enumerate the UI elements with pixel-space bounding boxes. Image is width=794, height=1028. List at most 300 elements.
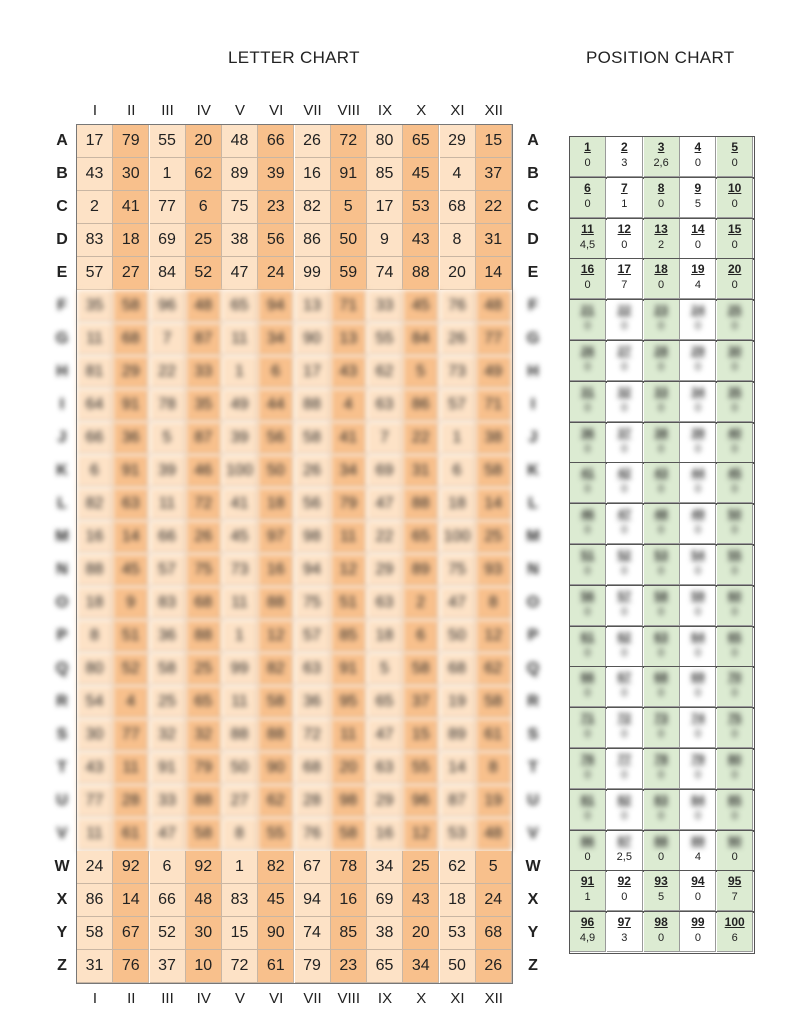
position-value: 1 — [621, 197, 628, 210]
position-number: 94 — [691, 874, 705, 889]
position-number: 27 — [617, 344, 631, 358]
letter-chart-cell: 11 — [77, 323, 113, 356]
letter-chart-cell: 55 — [258, 818, 294, 851]
letter-chart-cell: 56 — [258, 224, 294, 257]
letter-chart-cell: 65 — [403, 521, 439, 554]
position-number: 2 — [620, 140, 628, 154]
position-chart-cell — [680, 586, 716, 626]
position-number: 98 — [654, 915, 668, 930]
row-label-right: W — [525, 858, 541, 875]
position-number: 69 — [691, 670, 705, 685]
letter-chart-cell: 39 — [222, 422, 258, 455]
position-value: 0 — [584, 769, 591, 781]
letter-chart-cell: 52 — [186, 257, 222, 290]
position-number: 16 — [580, 262, 595, 277]
position-number: 89 — [691, 833, 705, 848]
position-chart-cell — [607, 463, 643, 503]
column-label-bottom: X — [416, 990, 427, 1007]
position-number: 37 — [617, 425, 631, 440]
column-label-bottom: II — [127, 990, 136, 1007]
position-value: 0 — [731, 850, 738, 863]
row-label-right: A — [527, 132, 539, 149]
position-chart-cell — [680, 627, 716, 667]
letter-chart-cell: 55 — [403, 752, 439, 785]
letter-chart-cell: 5 — [403, 356, 439, 389]
letter-chart-cell: 6 — [77, 455, 113, 488]
row-label-right: Q — [526, 660, 540, 677]
letter-chart-cell: 26 — [186, 521, 222, 554]
position-chart-cell — [717, 382, 753, 422]
position-number: 57 — [617, 588, 631, 603]
letter-chart-cell: 55 — [150, 125, 186, 158]
position-value: 0 — [584, 197, 591, 210]
letter-chart-cell: 24 — [77, 851, 113, 884]
letter-chart-cell: 5 — [367, 653, 403, 686]
row-label-left: Y — [56, 924, 68, 941]
letter-chart-cell: 66 — [150, 884, 186, 917]
letter-chart-cell: 86 — [295, 224, 331, 257]
letter-chart-cell: 77 — [150, 191, 186, 224]
letter-chart-cell: 45 — [403, 290, 439, 323]
row-label-left: N — [56, 561, 68, 578]
position-number: 67 — [617, 670, 631, 685]
position-number: 24 — [691, 303, 705, 318]
position-number: 56 — [580, 588, 595, 603]
letter-chart-cell: 78 — [150, 389, 186, 422]
position-value: 0 — [584, 809, 591, 822]
letter-chart-cell: 18 — [440, 884, 476, 917]
position-value: 2,5 — [616, 850, 632, 863]
position-value: 0 — [658, 361, 665, 373]
position-value: 3 — [621, 932, 628, 945]
letter-chart-cell: 61 — [113, 818, 149, 851]
letter-chart-cell: 34 — [258, 323, 294, 356]
position-number: 3 — [657, 140, 665, 154]
position-chart-cell — [644, 627, 680, 667]
letter-chart-cell: 65 — [222, 290, 258, 323]
position-number: 99 — [691, 915, 705, 930]
letter-chart-cell: 48 — [476, 290, 512, 323]
letter-chart-cell: 85 — [331, 620, 367, 653]
position-chart-cell — [607, 545, 643, 585]
column-label-bottom: VI — [269, 990, 284, 1007]
position-value: 0 — [694, 238, 701, 251]
letter-chart-cell: 39 — [258, 158, 294, 191]
position-chart-cell — [570, 831, 606, 871]
position-number: 22 — [617, 303, 631, 318]
position-value: 2 — [658, 238, 665, 251]
position-number: 95 — [728, 874, 742, 889]
letter-chart-cell: 83 — [77, 224, 113, 257]
letter-chart-cell: 30 — [186, 917, 222, 950]
letter-chart-cell: 91 — [113, 389, 149, 422]
position-chart-cell — [717, 627, 753, 667]
letter-chart-cell: 4 — [440, 158, 476, 191]
letter-chart-cell: 14 — [113, 884, 149, 917]
position-chart-cell — [717, 586, 753, 626]
position-chart-cell — [607, 871, 643, 911]
letter-chart-cell: 16 — [258, 554, 294, 587]
position-number: 6 — [584, 180, 591, 195]
row-label-right: Z — [528, 957, 538, 974]
letter-chart-cell: 1 — [440, 422, 476, 455]
position-number: 38 — [654, 425, 668, 440]
letter-chart-title: LETTER CHART — [228, 48, 360, 67]
position-number: 91 — [580, 874, 595, 889]
letter-chart-cell: 74 — [367, 257, 403, 290]
position-value: 0 — [621, 687, 628, 700]
position-number: 44 — [691, 466, 705, 481]
position-value: 0 — [658, 646, 665, 659]
letter-chart-cell: 58 — [403, 653, 439, 686]
position-value: 0 — [694, 401, 701, 414]
letter-chart-cell: 23 — [331, 950, 367, 983]
letter-chart-cell: 88 — [295, 389, 331, 422]
letter-chart-cell: 1 — [222, 851, 258, 884]
position-value: 0 — [584, 687, 591, 700]
letter-chart-cell: 38 — [476, 422, 512, 455]
position-chart-cell — [607, 219, 643, 259]
position-value: 0 — [658, 687, 665, 700]
letter-chart-cell: 65 — [186, 686, 222, 719]
column-label-bottom: IX — [377, 990, 393, 1007]
position-chart-cell — [717, 178, 753, 218]
letter-chart-cell: 25 — [403, 851, 439, 884]
letter-chart-cell: 68 — [440, 191, 476, 224]
position-number: 66 — [580, 670, 595, 685]
position-chart-cell — [644, 463, 680, 503]
position-value: 0 — [584, 401, 591, 414]
letter-chart-cell: 96 — [403, 785, 439, 818]
row-label-right: J — [528, 429, 538, 446]
position-chart-cell — [717, 749, 753, 789]
position-value: 7 — [731, 891, 738, 904]
position-value: 0 — [694, 442, 701, 455]
letter-chart-cell: 44 — [258, 389, 294, 422]
letter-chart-cell: 4 — [331, 389, 367, 422]
letter-chart-cell: 1 — [222, 356, 258, 389]
row-label-left: A — [56, 132, 68, 149]
column-label-bottom: IV — [196, 990, 211, 1007]
letter-chart-cell: 45 — [403, 158, 439, 191]
position-number: 14 — [691, 221, 705, 236]
position-value: 0 — [731, 524, 738, 537]
position-value: 0 — [694, 728, 701, 741]
position-number: 48 — [654, 507, 668, 522]
letter-chart-cell: 5 — [476, 851, 512, 884]
position-chart-cell — [717, 259, 753, 299]
letter-chart-cell: 57 — [295, 620, 331, 653]
letter-chart-cell: 50 — [222, 752, 258, 785]
letter-chart-cell: 32 — [150, 719, 186, 752]
position-value: 0 — [658, 850, 665, 863]
position-number: 49 — [691, 507, 705, 522]
position-chart-cell — [644, 708, 680, 748]
letter-chart-cell: 5 — [150, 422, 186, 455]
position-chart-cell — [680, 667, 716, 707]
letter-chart-cell: 88 — [258, 719, 294, 752]
position-chart-cell — [717, 341, 753, 381]
letter-chart-cell: 79 — [295, 950, 331, 983]
position-number: 1 — [584, 140, 591, 154]
position-value: 0 — [731, 605, 738, 618]
position-value: 0 — [584, 442, 591, 455]
position-value: 0 — [694, 524, 701, 537]
position-number: 41 — [580, 466, 595, 481]
letter-chart-cell: 15 — [403, 719, 439, 752]
letter-chart-cell: 64 — [77, 389, 113, 422]
letter-chart-cell: 31 — [476, 224, 512, 257]
row-label-right: K — [527, 462, 539, 479]
position-chart-cell — [570, 667, 606, 707]
position-value: 0 — [621, 238, 628, 251]
letter-chart-cell: 78 — [331, 851, 367, 884]
letter-chart-cell: 76 — [113, 950, 149, 983]
letter-chart-cell: 47 — [367, 719, 403, 752]
position-chart-cell — [717, 219, 753, 259]
letter-chart-cell: 58 — [331, 818, 367, 851]
letter-chart-cell: 49 — [222, 389, 258, 422]
letter-chart-cell: 88 — [186, 620, 222, 653]
letter-chart-cell: 58 — [476, 455, 512, 488]
position-chart-cell — [607, 749, 643, 789]
position-number: 84 — [691, 792, 705, 807]
row-label-right: F — [528, 297, 538, 314]
position-chart-cell — [644, 423, 680, 463]
column-label-top: IV — [196, 102, 211, 119]
position-number: 77 — [617, 752, 631, 766]
position-value: 4,9 — [579, 932, 596, 945]
position-chart-cell — [570, 382, 606, 422]
position-value: 0 — [584, 279, 591, 292]
position-number: 85 — [728, 792, 742, 807]
position-number: 79 — [691, 752, 705, 766]
letter-chart-cell: 53 — [440, 818, 476, 851]
position-value: 5 — [694, 197, 701, 210]
position-value: 4,5 — [579, 238, 596, 251]
letter-chart-cell: 11 — [150, 488, 186, 521]
letter-chart-cell: 73 — [222, 554, 258, 587]
position-value: 0 — [658, 809, 665, 822]
position-chart-cell — [570, 871, 606, 911]
letter-chart-cell: 12 — [258, 620, 294, 653]
position-chart-cell — [607, 586, 643, 626]
position-chart-cell — [644, 504, 680, 544]
position-value: 0 — [621, 442, 628, 455]
position-chart-title: POSITION CHART — [586, 48, 735, 67]
column-label-bottom: XI — [450, 990, 465, 1007]
position-value: 0 — [731, 279, 738, 292]
letter-chart-cell: 63 — [295, 653, 331, 686]
letter-chart-cell: 58 — [186, 818, 222, 851]
letter-chart-cell: 5 — [331, 191, 367, 224]
position-number: 92 — [617, 874, 631, 889]
position-value: 0 — [621, 769, 628, 781]
letter-chart-cell: 68 — [295, 752, 331, 785]
letter-chart-cell: 47 — [367, 488, 403, 521]
letter-chart-cell: 90 — [258, 917, 294, 950]
letter-chart-cell: 73 — [440, 356, 476, 389]
letter-chart-cell: 35 — [186, 389, 222, 422]
row-label-right: L — [528, 495, 538, 512]
letter-chart-cell: 19 — [476, 785, 512, 818]
position-chart-cell — [644, 137, 680, 177]
letter-chart-cell: 76 — [295, 818, 331, 851]
letter-chart-cell: 11 — [222, 686, 258, 719]
letter-chart-cell: 58 — [150, 653, 186, 686]
letter-chart-cell: 6 — [403, 620, 439, 653]
letter-chart-cell: 11 — [331, 521, 367, 554]
position-number: 40 — [728, 425, 742, 440]
position-number: 19 — [691, 262, 705, 277]
position-chart-cell — [717, 504, 753, 544]
position-chart-cell — [607, 178, 643, 218]
letter-chart-cell: 33 — [367, 290, 403, 323]
position-chart-cell — [717, 790, 753, 830]
letter-chart-cell: 8 — [222, 818, 258, 851]
row-label-left: L — [57, 495, 67, 512]
letter-chart-cell: 69 — [367, 884, 403, 917]
position-chart-cell — [570, 463, 606, 503]
letter-chart-cell: 88 — [258, 587, 294, 620]
position-chart-cell — [570, 178, 606, 218]
position-number: 42 — [617, 466, 631, 481]
row-label-right: P — [527, 627, 539, 644]
letter-chart-cell: 63 — [367, 752, 403, 785]
position-value: 0 — [658, 565, 665, 577]
position-number: 96 — [580, 915, 595, 930]
position-number: 45 — [728, 466, 742, 481]
letter-chart-cell: 88 — [186, 785, 222, 818]
letter-chart-cell: 89 — [222, 158, 258, 191]
letter-chart-cell: 15 — [222, 917, 258, 950]
position-number: 97 — [617, 915, 631, 930]
letter-chart-cell: 48 — [222, 125, 258, 158]
position-number: 68 — [654, 670, 668, 685]
letter-chart-cell: 88 — [222, 719, 258, 752]
position-value: 3 — [621, 157, 628, 169]
letter-chart-cell: 2 — [77, 191, 113, 224]
position-value: 0 — [621, 483, 628, 496]
position-number: 35 — [728, 384, 742, 399]
letter-chart-cell: 82 — [77, 488, 113, 521]
position-number: 28 — [654, 344, 668, 358]
letter-chart-cell: 12 — [403, 818, 439, 851]
letter-chart-cell: 61 — [258, 950, 294, 983]
position-number: 8 — [657, 180, 665, 195]
letter-chart-cell: 95 — [331, 686, 367, 719]
letter-chart-cell: 41 — [113, 191, 149, 224]
letter-chart-cell: 9 — [113, 587, 149, 620]
position-value: 1 — [584, 891, 591, 904]
position-value: 0 — [694, 483, 701, 496]
position-chart-cell — [607, 300, 643, 340]
position-number: 100 — [724, 915, 745, 930]
letter-chart-cell: 43 — [403, 884, 439, 917]
position-number: 75 — [728, 711, 742, 726]
letter-chart-cell: 68 — [440, 653, 476, 686]
row-label-right: M — [526, 528, 540, 545]
position-chart-cell — [717, 708, 753, 748]
letter-chart-cell: 72 — [186, 488, 222, 521]
letter-chart-cell: 77 — [476, 323, 512, 356]
letter-chart-cell: 90 — [295, 323, 331, 356]
letter-chart-cell: 32 — [186, 719, 222, 752]
column-label-top: XII — [484, 102, 503, 119]
letter-chart-cell: 98 — [295, 521, 331, 554]
position-chart-cell — [607, 137, 643, 177]
position-value: 0 — [694, 891, 701, 904]
position-chart-cell — [570, 708, 606, 748]
letter-chart-cell: 91 — [113, 455, 149, 488]
letter-chart-cell: 30 — [113, 158, 149, 191]
position-number: 7 — [620, 180, 628, 195]
position-chart-cell — [644, 178, 680, 218]
position-chart-cell — [680, 137, 716, 177]
position-number: 33 — [654, 384, 668, 399]
row-label-left: E — [56, 264, 68, 281]
letter-chart-cell: 54 — [77, 686, 113, 719]
letter-chart-cell: 100 — [222, 455, 258, 488]
position-value: 0 — [731, 809, 738, 822]
position-number: 23 — [654, 303, 668, 318]
letter-chart-cell: 51 — [331, 587, 367, 620]
letter-chart-cell: 52 — [113, 653, 149, 686]
position-value: 0 — [731, 442, 738, 455]
position-chart-cell — [644, 912, 680, 952]
position-chart-cell — [680, 504, 716, 544]
letter-chart-cell: 99 — [295, 257, 331, 290]
column-label-bottom: VIII — [337, 990, 360, 1007]
row-label-right: S — [527, 726, 539, 743]
letter-chart-cell: 47 — [150, 818, 186, 851]
position-number: 78 — [654, 752, 668, 766]
position-chart-cell — [570, 341, 606, 381]
letter-chart-cell: 62 — [476, 653, 512, 686]
position-number: 73 — [654, 711, 668, 726]
row-label-right: I — [530, 396, 536, 413]
row-label-right: C — [527, 198, 539, 215]
letter-chart-cell: 15 — [476, 125, 512, 158]
row-label-right: O — [526, 594, 540, 611]
position-chart-cell — [680, 871, 716, 911]
position-chart-cell — [717, 137, 753, 177]
position-chart-cell — [717, 300, 753, 340]
position-number: 87 — [617, 833, 631, 848]
letter-chart-cell: 19 — [440, 686, 476, 719]
position-value: 0 — [621, 728, 628, 741]
position-value: 0 — [694, 157, 701, 169]
letter-chart-cell: 88 — [77, 554, 113, 587]
position-value: 7 — [621, 279, 628, 292]
row-label-right: B — [527, 165, 539, 182]
letter-chart-cell: 17 — [367, 191, 403, 224]
letter-chart-cell: 72 — [331, 125, 367, 158]
letter-chart-cell: 18 — [258, 488, 294, 521]
letter-chart-cell: 91 — [331, 158, 367, 191]
letter-chart-cell: 43 — [403, 224, 439, 257]
letter-chart-cell: 62 — [186, 158, 222, 191]
letter-chart-cell: 68 — [186, 587, 222, 620]
letter-chart-cell: 79 — [113, 125, 149, 158]
position-number: 62 — [617, 629, 631, 644]
position-value: 0 — [658, 401, 665, 414]
letter-chart-cell: 83 — [222, 884, 258, 917]
row-label-left: K — [56, 462, 68, 479]
letter-chart-cell: 43 — [331, 356, 367, 389]
position-number: 9 — [694, 180, 702, 195]
position-chart-cell — [717, 545, 753, 585]
